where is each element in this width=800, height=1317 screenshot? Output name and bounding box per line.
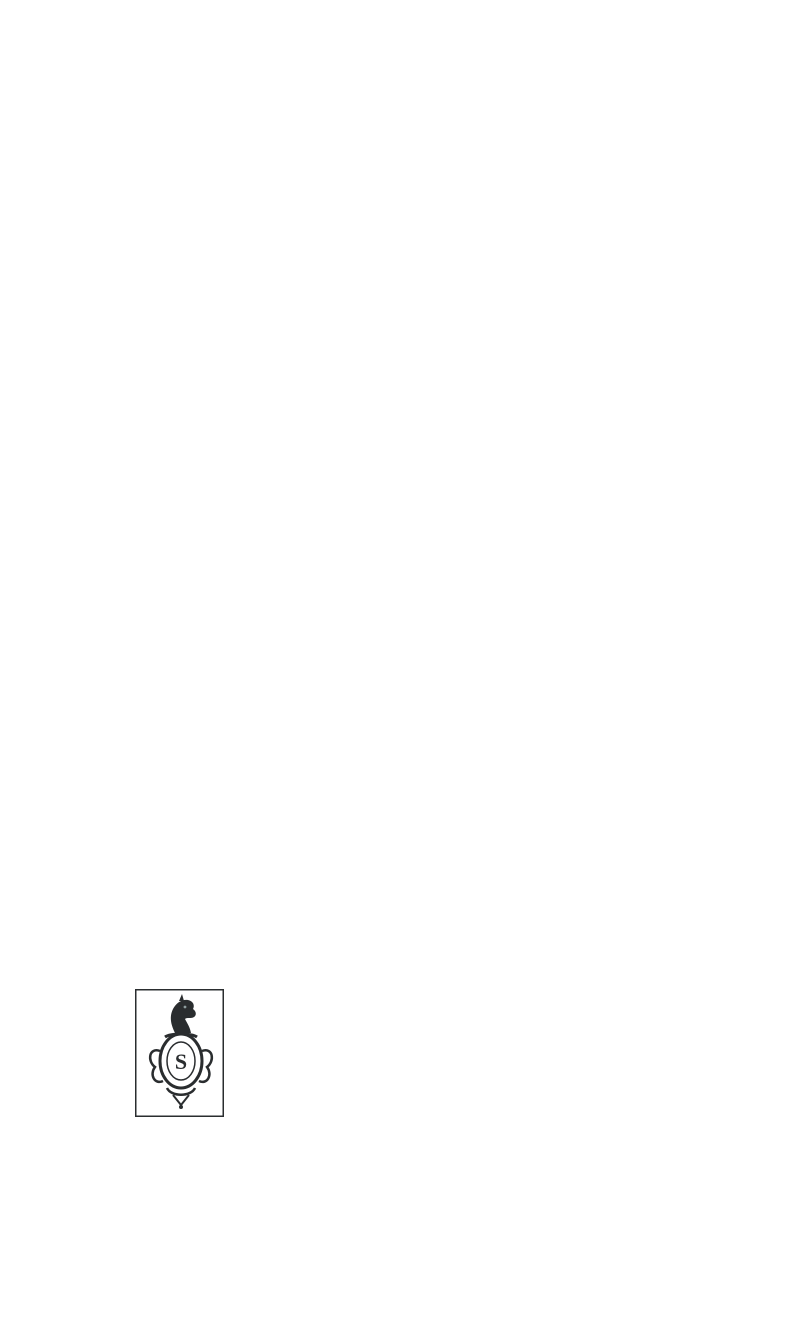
cover-bottom-band <box>0 440 800 1317</box>
springer-knight-emblem-icon <box>135 989 224 1117</box>
svg-text:S: S <box>174 1049 188 1074</box>
cover-top-band <box>0 0 800 440</box>
